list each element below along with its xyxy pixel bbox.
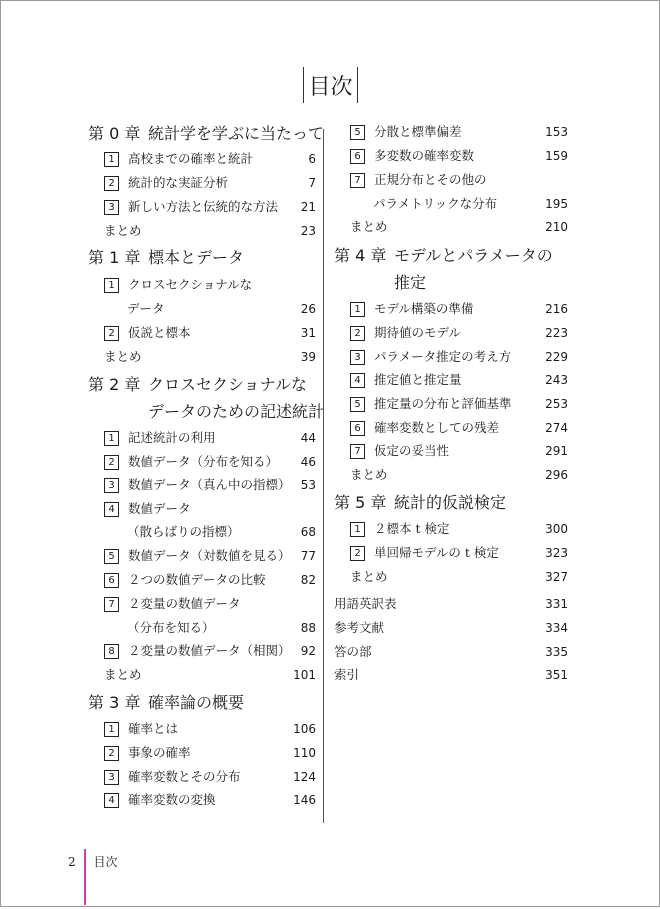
page-number: 88: [300, 621, 316, 635]
toc-entry-continued[interactable]: （散らばりの指標） 68: [88, 521, 316, 543]
page-number: 229: [545, 350, 568, 364]
section-number-box: 3: [104, 478, 119, 493]
toc-backmatter-entry[interactable]: 用語英訳表 331: [334, 593, 568, 615]
page-number: 146: [293, 793, 316, 807]
section-number-box: 1: [104, 278, 119, 293]
chapter-4-heading-line2[interactable]: 推定: [394, 273, 427, 292]
section-number-box: 3: [104, 770, 119, 785]
page-number: 21: [300, 200, 316, 214]
page-number: 195: [545, 197, 568, 211]
section-number-box: 1: [104, 152, 119, 167]
section-number-box: 6: [104, 573, 119, 588]
section-number-box: 1: [104, 722, 119, 737]
page-number: 334: [545, 621, 568, 635]
section-number-box: 1: [104, 431, 119, 446]
toc-entry[interactable]: 2 事象の確率 110: [88, 742, 316, 764]
page-number: 6: [308, 152, 316, 166]
toc-entry[interactable]: 7 正規分布とその他の: [334, 169, 568, 191]
page-number: 210: [545, 220, 568, 234]
toc-entry[interactable]: 6 確率変数としての残差 274: [334, 417, 568, 439]
toc-entry[interactable]: 2 統計的な実証分析 7: [88, 172, 316, 194]
page-number: 106: [293, 722, 316, 736]
page-number: 323: [545, 546, 568, 560]
toc-entry[interactable]: 4 数値データ: [88, 498, 316, 520]
toc-entry[interactable]: 2 期待値のモデル 223: [334, 322, 568, 344]
page-number: 53: [300, 478, 316, 492]
toc-entry[interactable]: 5 推定量の分布と評価基準 253: [334, 393, 568, 415]
page-number: 327: [545, 570, 568, 584]
toc-summary[interactable]: まとめ 210: [334, 216, 568, 238]
section-number-box: 3: [350, 350, 365, 365]
toc-entry[interactable]: 6 多変数の確率変数 159: [334, 145, 568, 167]
toc-backmatter-entry[interactable]: 参考文献 334: [334, 617, 568, 639]
toc-backmatter-entry[interactable]: 索引 351: [334, 664, 568, 686]
toc-entry[interactable]: 1 高校までの確率と統計 6: [88, 148, 316, 170]
footer-accent-bar: [84, 849, 86, 905]
page-number: 77: [300, 549, 316, 563]
page-number: 46: [300, 455, 316, 469]
page-number: 68: [300, 525, 316, 539]
page-number: 101: [293, 668, 316, 682]
column-divider: [323, 129, 324, 823]
page-number: 26: [300, 302, 316, 316]
section-number-box: 2: [104, 176, 119, 191]
toc-entry[interactable]: 5 数値データ（対数値を見る） 77: [88, 545, 316, 567]
toc-entry[interactable]: 1 モデル構築の準備 216: [334, 298, 568, 320]
toc-entry-continued[interactable]: データ 26: [88, 298, 316, 320]
section-number-box: 3: [104, 200, 119, 215]
toc-entry-continued[interactable]: （分布を知る） 88: [88, 617, 316, 639]
page-number: 331: [545, 597, 568, 611]
toc-entry[interactable]: 4 推定値と推定量 243: [334, 369, 568, 391]
page-number: 300: [545, 522, 568, 536]
page-number: 335: [545, 645, 568, 659]
toc-summary[interactable]: まとめ 327: [334, 566, 568, 588]
section-number-box: 2: [350, 546, 365, 561]
section-number-box: 5: [350, 397, 365, 412]
section-number-box: 7: [350, 444, 365, 459]
page-number: 243: [545, 373, 568, 387]
toc-entry[interactable]: 6 ２つの数値データの比較 82: [88, 569, 316, 591]
section-number-box: 5: [350, 125, 365, 140]
toc-entry[interactable]: 2 仮説と標本 31: [88, 322, 316, 344]
toc-entry[interactable]: 7 ２変量の数値データ: [88, 593, 316, 615]
section-number-box: 2: [104, 455, 119, 470]
toc-entry[interactable]: 1 ２標本 t 検定 300: [334, 518, 568, 540]
section-number-box: 2: [104, 326, 119, 341]
toc-entry-continued[interactable]: パラメトリックな分布 195: [334, 193, 568, 215]
chapter-0-heading[interactable]: 第 0 章 統計学を学ぶに当たって: [88, 124, 325, 143]
toc-backmatter-entry[interactable]: 答の部 335: [334, 641, 568, 663]
toc-entry[interactable]: 7 仮定の妥当性 291: [334, 440, 568, 462]
chapter-3-heading[interactable]: 第 3 章 確率論の概要: [88, 693, 245, 712]
footer-page-number: 2: [68, 855, 76, 869]
page-number: 351: [545, 668, 568, 682]
toc-entry[interactable]: 3 確率変数とその分布 124: [88, 766, 316, 788]
page-number: 124: [293, 770, 316, 784]
toc-entry[interactable]: 3 パラメータ推定の考え方 229: [334, 346, 568, 368]
chapter-1-heading[interactable]: 第 1 章 標本とデータ: [88, 248, 245, 267]
page-title: 目次: [303, 67, 358, 103]
page-number: 82: [300, 573, 316, 587]
toc-summary[interactable]: まとめ 39: [88, 346, 316, 368]
toc-entry[interactable]: 3 新しい方法と伝統的な方法 21: [88, 196, 316, 218]
chapter-2-heading[interactable]: 第 2 章 クロスセクショナルな: [88, 375, 307, 394]
page-number: 7: [308, 176, 316, 190]
section-number-box: 6: [350, 421, 365, 436]
page-number: 31: [300, 326, 316, 340]
page-number: 110: [293, 746, 316, 760]
toc-entry[interactable]: 3 数値データ（真ん中の指標） 53: [88, 474, 316, 496]
section-number-box: 2: [104, 746, 119, 761]
page-number: 159: [545, 149, 568, 163]
toc-entry[interactable]: 2 数値データ（分布を知る） 46: [88, 451, 316, 473]
toc-entry[interactable]: 1 クロスセクショナルな: [88, 274, 316, 296]
footer-label: 目次: [93, 855, 118, 869]
section-number-box: 1: [350, 522, 365, 537]
toc-entry[interactable]: 1 記述統計の利用 44: [88, 427, 316, 449]
toc-entry[interactable]: 5 分散と標準偏差 153: [334, 121, 568, 143]
page-number: 216: [545, 302, 568, 316]
toc-summary[interactable]: まとめ 23: [88, 220, 316, 242]
page-number: 291: [545, 444, 568, 458]
toc-summary[interactable]: まとめ 101: [88, 664, 316, 686]
section-number-box: 8: [104, 644, 119, 659]
section-number-box: 4: [104, 793, 119, 808]
page-number: 44: [300, 431, 316, 445]
page-number: 92: [300, 644, 316, 658]
section-number-box: 2: [350, 326, 365, 341]
page-footer: [68, 853, 118, 909]
page-number: 153: [545, 125, 568, 139]
page-number: 223: [545, 326, 568, 340]
page-number: 296: [545, 468, 568, 482]
section-number-box: 5: [104, 549, 119, 564]
section-number-box: 4: [104, 502, 119, 517]
toc-entry[interactable]: 2 単回帰モデルの t 検定 323: [334, 542, 568, 564]
chapter-2-heading-line2[interactable]: データのための記述統計: [148, 402, 325, 421]
page-number: 253: [545, 397, 568, 411]
section-number-box: 6: [350, 149, 365, 164]
toc-summary[interactable]: まとめ 296: [334, 464, 568, 486]
page-number: 23: [300, 224, 316, 238]
section-number-box: 4: [350, 373, 365, 388]
chapter-4-heading[interactable]: 第 4 章 モデルとパラメータの: [334, 246, 553, 265]
toc-entry[interactable]: 8 ２変量の数値データ（相関） 92: [88, 640, 316, 662]
section-number-box: 1: [350, 302, 365, 317]
chapter-5-heading[interactable]: 第 5 章 統計的仮説検定: [334, 493, 507, 512]
section-number-box: 7: [104, 597, 119, 612]
toc-entry[interactable]: 1 確率とは 106: [88, 718, 316, 740]
section-number-box: 7: [350, 173, 365, 188]
page-number: 274: [545, 421, 568, 435]
page-number: 39: [300, 350, 316, 364]
toc-entry[interactable]: 4 確率変数の変換 146: [88, 789, 316, 811]
